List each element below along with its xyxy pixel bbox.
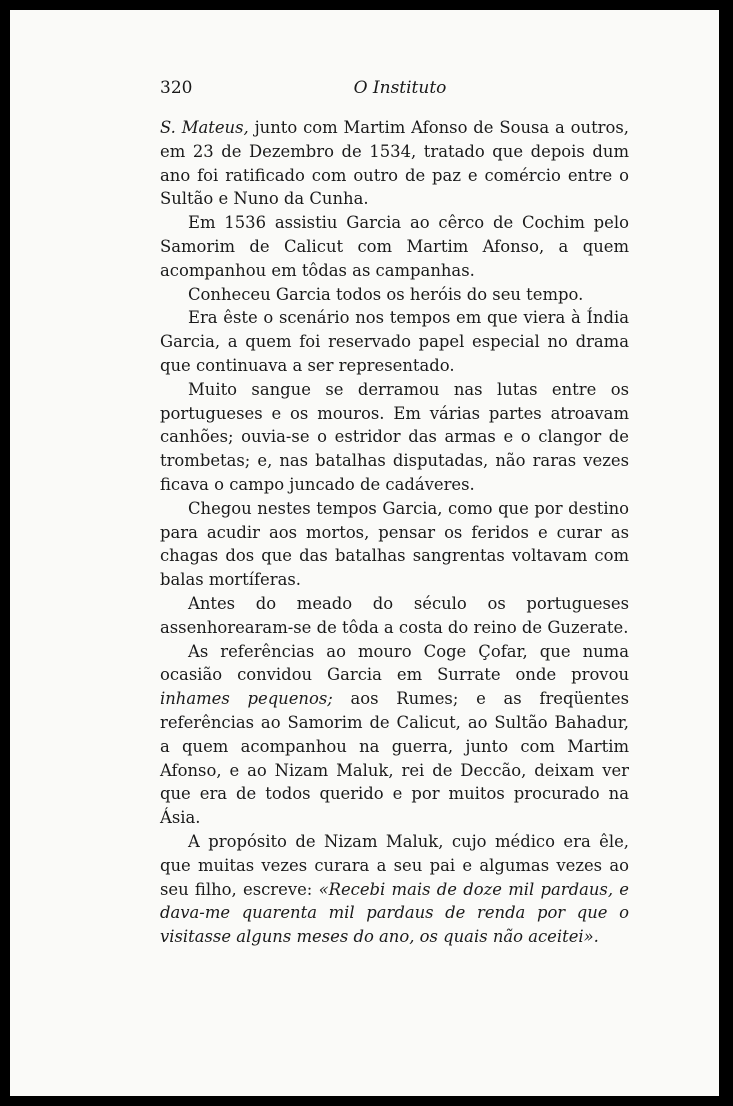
paragraph-4: Era êste o scenário nos tempos em que viera à Índia Garcia, a quem foi reservado papel especial no drama que continuava a ser representado. — [160, 308, 629, 375]
paragraph-8-text-a: As referências ao mouro Coge Çofar, que numa ocasião convidou Garcia em Surrate onde provou — [160, 641, 629, 685]
body-text — [160, 116, 629, 949]
paragraph-1-text: junto com Martim Afonso de Sousa a outros, em 23 de Dezembro de 1534, tratado que depois dum ano foi ratificado com outro de paz e comércio entre o Sultão e Nuno da Cunha. — [160, 118, 629, 209]
paragraph-8-text-b: aos Rumes; e as freqüentes referências ao Samorim de Calicut, ao Sultão Bahadur, a quem acompanhou na guerra, junto com Martim Afonso, e ao Nizam Maluk, rei de Deccão, deixam ver que era de todos querido e por muitos procurado na Ásia. — [160, 689, 629, 828]
paragraph-9 — [160, 830, 629, 949]
page-number: 320 — [160, 78, 193, 98]
paragraph-6: Chegou nestes tempos Garcia, como que por destino para acudir aos mortos, pensar os feridos e curar as chagas dos que das batalhas sangrentas voltavam com balas mortíferas. — [160, 498, 629, 590]
italic-phrase: inhames pequenos; — [160, 689, 333, 709]
paragraph-9-text: A propósito de Nizam Maluk, cujo médico era êle, que muitas vezes curara a seu pai e algumas vezes ao seu filho, escreve: — [160, 831, 629, 899]
paragraph-2: Em 1536 assistiu Garcia ao cêrco de Cochim pelo Samorim de Calicut com Martim Afonso, a quem acompanhou em tôdas as campanhas. — [160, 213, 629, 280]
page-header — [160, 78, 640, 108]
italic-quote: «Recebi mais de doze mil pardaus, e dava-me quarenta mil pardaus de renda por que o visitasse alguns meses do ano, os quais não aceitei». — [160, 879, 629, 947]
paragraph-8 — [160, 640, 629, 830]
running-title: O Instituto — [353, 78, 447, 98]
italic-name: S. Mateus, — [160, 118, 249, 137]
paragraph-1 — [160, 116, 629, 211]
paragraph-3: Conheceu Garcia todos os heróis do seu tempo. — [188, 284, 584, 304]
book-page — [10, 10, 719, 1096]
paragraph-5: Muito sangue se derramou nas lutas entre os portugueses e os mouros. Em várias partes atroavam canhões; ouvia-se o estridor das armas e o clangor de trombetas; e, nas batalhas disputadas, não raras vezes ficava o campo juncado de cadáveres. — [160, 379, 629, 494]
paragraph-7: Antes do meado do século os portugueses assenhorearam-se de tôda a costa do reino de Guzerate. — [160, 593, 629, 637]
